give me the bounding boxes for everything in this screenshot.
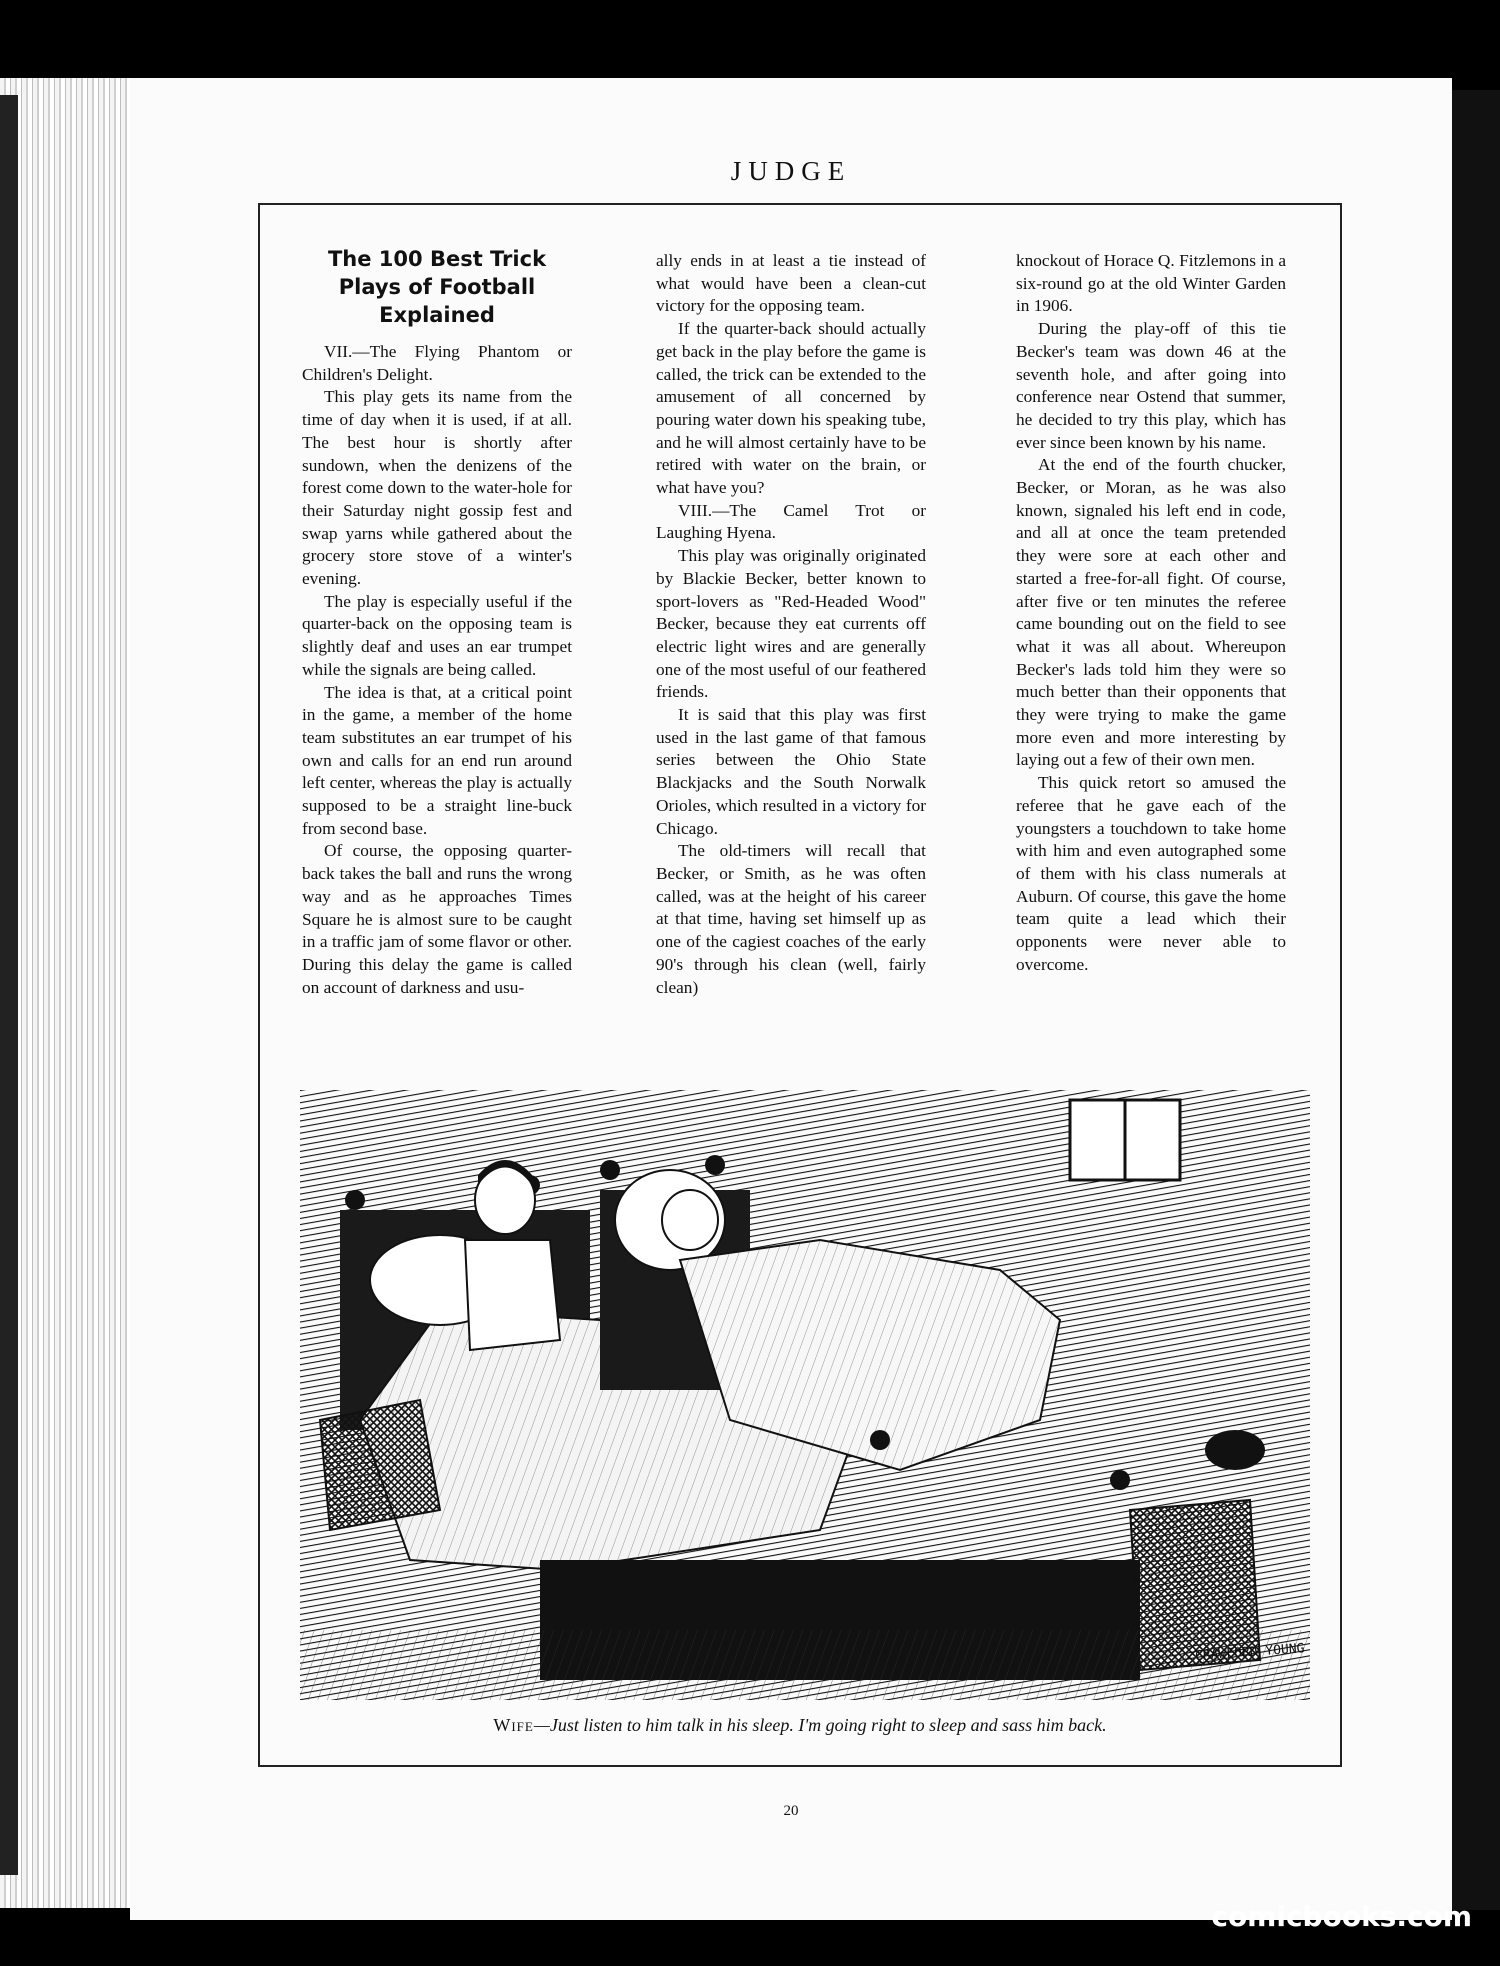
cartoon-illustration (300, 1090, 1310, 1700)
cartoon-caption (260, 1715, 1340, 1736)
lamp (1205, 1430, 1265, 1470)
page-number: 20 (783, 1803, 799, 1819)
magazine-page (130, 78, 1452, 1920)
paragraph: This quick retort so amused the referee that he gave each of the youngsters a touchdown to take home with him and even autographed some of them with his class numerals at Auburn. Of course, this gave the home team quite a lead which their opponents were never able to overcome. (1016, 773, 1286, 974)
caption-speaker: Wife (493, 1715, 534, 1735)
paragraph: knockout of Horace Q. Fitzlemons in a six-round go at the old Winter Garden in 1906. (1016, 251, 1286, 316)
paragraph: ally ends in at least a tie instead of what would have been a clean-cut victory for the opposing team. (656, 251, 926, 316)
content-frame (258, 203, 1342, 1767)
book-page-edges (0, 78, 140, 1908)
magazine-header: JUDGE (730, 156, 852, 186)
watermark: comicbooks.com (1211, 1900, 1472, 1933)
text-column-2 (656, 250, 926, 999)
paragraph: VII.—The Flying Phantom or Children's Delight. (302, 342, 572, 384)
text-column-3 (1016, 250, 1286, 977)
paragraph: The idea is that, at a critical point in the game, a member of the home team substitutes an ear trumpet of his own and calls for an end run around left center, whereas the play is actually supposed to be a straight line-buck from second base. (302, 682, 572, 838)
paragraph: The old-timers will recall that Becker, or Smith, as he was often called, was at the height of his career at that time, having set himself up as one of the cagiest coaches of the early 90's through his clean (well, fairly clean) (656, 841, 926, 997)
nightstand (320, 1400, 440, 1530)
text-column-1 (302, 245, 572, 999)
artist-signature: CRAWFORD YOUNG (1194, 1641, 1305, 1664)
paragraph: This play was originally originated by Blackie Becker, better known to sport-lovers as "Red-Headed Wood" Becker, because they eat currents off electric light wires and are generally one of the most useful of our feathered friends. (656, 546, 926, 702)
paragraph: At the end of the fourth chucker, Becker, or Moran, as he was also known, signaled his left end in code, and all at once the team pretended they were sore at each other and started a free-for-all fight. Of course, after five or ten minutes the referee came bounding out on the field to see what it was all about. Whereupon Becker's lads told him they were so much better than their opponents that they were trying to make the game more even and more interesting by laying out a few of their own men. (1016, 455, 1286, 770)
book-spine (1452, 90, 1500, 1910)
caption-text: —Just listen to him talk in his sleep. I'm going right to sleep and sass him back. (533, 1715, 1107, 1735)
paragraph: The play is especially useful if the quarter-back on the opposing team is slightly deaf and uses an ear trumpet while the signals are being called. (302, 591, 572, 679)
wife-body (465, 1240, 560, 1350)
paragraph: VIII.—The Camel Trot or Laughing Hyena. (656, 500, 926, 543)
paragraph: Of course, the opposing quarter-back takes the ball and runs the wrong way and as he approaches Times Square he is almost sure to be caught in a traffic jam of some flavor or other. During this delay the game is called on account of darkness and usu- (302, 841, 572, 997)
paragraph: It is said that this play was first used in the last game of that famous series between the Ohio State Blackjacks and the South Norwalk Orioles, which resulted in a victory for Chicago. (656, 705, 926, 838)
paragraph: This play gets its name from the time of day when it is used, if at all. The best hour is shortly after sundown, when the denizens of the forest come down to the water-hole for their Saturday night gossip fest and swap yarns while gathered about the grocery store stove of a winter's evening. (302, 387, 572, 589)
paragraph: If the quarter-back should actually get back in the play before the game is called, the trick can be extended to the amusement of all concerned by pouring water down his speaking tube, and he will almost certainly have to be retired with water on the brain, or what have you? (656, 319, 926, 498)
article-title: The 100 Best Trick Plays of Football Explained (327, 247, 547, 327)
paragraph: During the play-off of this tie Becker's team was down 46 at the seventh hole, and after going into conference near Ostend that summer, he decided to try this play, which has ever since been known by his name. (1016, 319, 1286, 452)
husband-head (662, 1190, 718, 1250)
book-cover-edge (0, 95, 18, 1875)
